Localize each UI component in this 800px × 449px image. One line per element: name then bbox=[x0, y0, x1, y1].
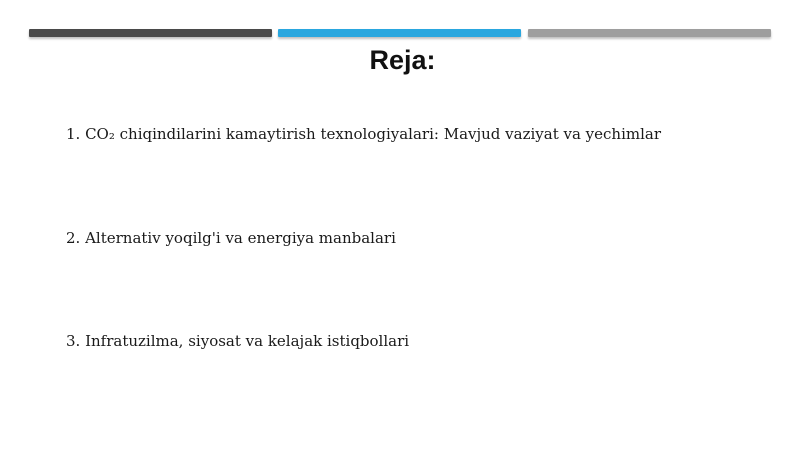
header-bar-dark bbox=[29, 29, 272, 37]
slide-title: Reja: bbox=[369, 45, 436, 75]
header-bar-blue bbox=[278, 29, 521, 37]
plan-item-3: 3. Infratuzilma, siyosat va kelajak istiqbollari bbox=[66, 332, 410, 350]
plan-item-1: 1. CO₂ chiqindilarini kamaytirish texnologiyalari: Mavjud vaziyat va yechimlar bbox=[66, 125, 662, 143]
header-bar-gray bbox=[528, 29, 771, 37]
plan-item-2: 2. Alternativ yoqilg'i va energiya manbalari bbox=[66, 229, 396, 247]
